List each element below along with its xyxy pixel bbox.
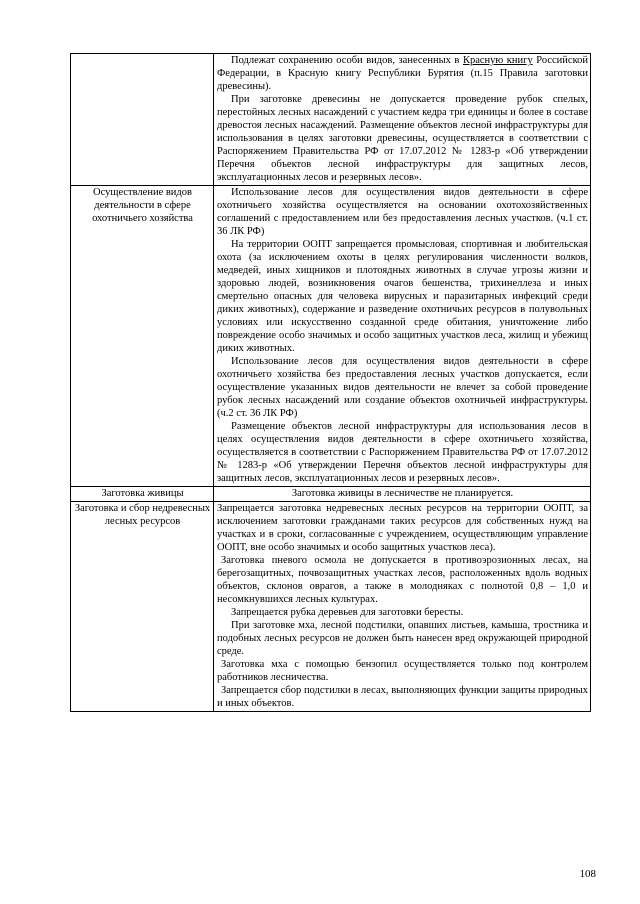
table-row: [71, 54, 591, 186]
paragraph: Заготовка живицы в лесничестве не планируется.: [291, 488, 514, 499]
regulation-table: [70, 53, 591, 712]
paragraph: При заготовке древесины не допускается проведение рубок спелых, перестойных лесных насаждений с участием кедра три единицы и более в составе древостоя лесных насаждений. Размещение объектов лесной инфраструктуры для использования в целях заготовки древесины, осуществляется в соответствии с Распоряжением Правительства РФ от 17.07.2012 № 1283-р «Об утверждении Перечня объектов лесной инфраструктуры для защитных лесов, эксплуатационных лесов и резервных лесов».: [217, 94, 588, 183]
activity-cell: Заготовка живицы: [71, 487, 214, 502]
paragraph: Использование лесов для осуществления видов деятельности в сфере охотничьего хозяйства без предоставления лесных участков допускается, если осуществление указанных видов деятельности не влечет за собой проведение рубок лесных насаждений или создание объектов охотничьей инфраструктуры. (ч.2 ст. 36 ЛК РФ): [217, 356, 588, 419]
paragraph: Запрещается сбор подстилки в лесах, выполняющих функции защиты природных и иных объектов.: [217, 685, 588, 709]
page-number: 108: [579, 868, 596, 880]
table-row: [71, 502, 591, 712]
paragraph: Размещение объектов лесной инфраструктуры для использования лесов в целях осуществления видов деятельности в сфере охотничьего хозяйства, осуществляется в соответствии с Распоряжением Правительства РФ от 17.07.2012 № 1283-р «Об утверждении Перечня объектов лесной инфраструктуры для защитных лесов, эксплуатационных лесов и резервных лесов».: [217, 421, 588, 484]
paragraph: При заготовке мха, лесной подстилки, опавших листьев, камыша, тростника и подобных лесных ресурсов не должен быть нанесен вред окружающей природной среде.: [217, 620, 588, 657]
requirements-cell: [214, 54, 591, 186]
requirements-cell: [214, 502, 591, 712]
table-row: [71, 186, 591, 487]
paragraph: На территории ООПТ запрещается промысловая, спортивная и любительская охота (за исключением охоты в целях регулирования численности волков, медведей, иных хищников и плотоядных животных в случае угрозы жизни и здоровью людей, возникновения очагов бешенства, трихинеллеза и иных смертельно опасных для человека вирусных и паразитарных инфекций среди диких животных), содержание и разведение охотничьих ресурсов в полувольных условиях или искусственно созданной среде обитания, уничтожение либо повреждение особо значимых и особо защитных участков леса, жилищ и убежищ диких животных.: [217, 239, 588, 354]
paragraph: Заготовка пневого осмола не допускается в противоэрозионных лесах, на берегозащитных, почвозащитных участках лесов, расположенных вдоль водных объектов, склонов оврагов, а также в молодняках с полнотой 0,8 – 1,0 и несомкнувшихся лесных культурах.: [217, 555, 588, 605]
activity-cell: Осуществление видов деятельности в сфере охотничьего хозяйства: [71, 186, 214, 487]
paragraph: Запрещается рубка деревьев для заготовки бересты.: [231, 607, 464, 618]
requirements-cell: [214, 186, 591, 487]
red-book-link[interactable]: Красную книгу: [462, 55, 533, 66]
paragraph: Запрещается заготовка недревесных лесных ресурсов на территории ООПТ, за исключением заготовки гражданами таких ресурсов для собственных нужд на участках и в сроки, согласованные с учреждением, осуществляющим управление ООПТ, вне особо значимых и особо защитных участков леса).: [217, 503, 588, 553]
paragraph: Использование лесов для осуществления видов деятельности в сфере охотничьего хозяйства осуществляется на основании охотохозяйственных соглашений с предоставлением или без предоставления лесных участков. (ч.1 ст. 36 ЛК РФ): [217, 187, 588, 237]
table-row: [71, 487, 591, 502]
activity-cell: [71, 54, 214, 186]
requirements-cell: [214, 487, 591, 502]
activity-cell: Заготовка и сбор недревесных лесных ресурсов: [71, 502, 214, 712]
paragraph: Заготовка мха с помощью бензопил осуществляется только под контролем работников лесничества.: [217, 659, 588, 683]
paragraph: Подлежат сохранению особи видов, занесенных в Красную книгу Российской Федерации, в Красную книгу Республики Бурятия (п.15 Правила заготовки древесины).: [217, 55, 589, 92]
